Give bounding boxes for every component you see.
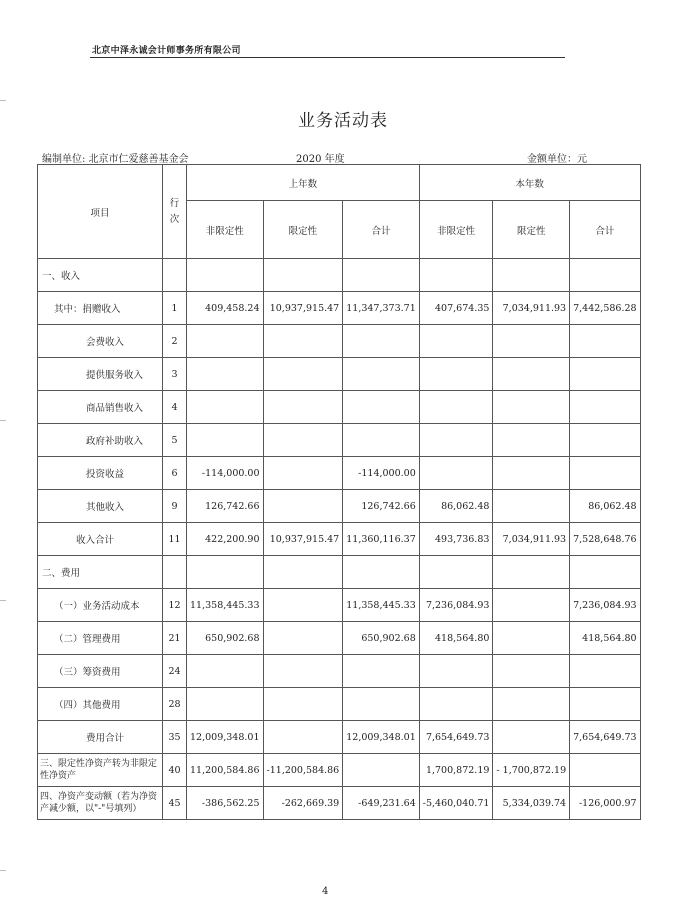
row-line-no: 4	[163, 391, 187, 424]
table-row	[38, 655, 641, 688]
table-row	[38, 556, 641, 589]
cell-curr-total	[570, 358, 640, 391]
cell-prev-unrestricted: 126,742.66	[187, 490, 264, 523]
row-line-no: 3	[163, 358, 187, 391]
cell-curr-total	[570, 391, 640, 424]
cell-curr-unrestricted: 1,700,872.19	[419, 754, 493, 787]
row-item: （三）筹资费用	[38, 655, 163, 688]
row-item: 二、费用	[38, 556, 163, 589]
cell-prev-total	[343, 754, 420, 787]
cell-prev-unrestricted: 422,200.90	[187, 523, 264, 556]
table-row	[38, 721, 641, 754]
cell-prev-unrestricted	[187, 688, 264, 721]
row-item: 商品销售收入	[38, 391, 163, 424]
row-item: 其他收入	[38, 490, 163, 523]
cell-prev-restricted	[263, 589, 343, 622]
cell-curr-unrestricted: 7,236,084.93	[419, 589, 493, 622]
row-item: 收入合计	[38, 523, 163, 556]
scan-edge-mark	[0, 870, 6, 871]
activity-statement-table	[37, 164, 641, 820]
cell-prev-restricted	[263, 457, 343, 490]
cell-curr-restricted	[493, 325, 570, 358]
table-row	[38, 457, 641, 490]
cell-prev-total	[343, 259, 420, 292]
cell-prev-unrestricted: 12,009,348.01	[187, 721, 264, 754]
row-item: 提供服务收入	[38, 358, 163, 391]
table-row	[38, 358, 641, 391]
cell-prev-restricted	[263, 721, 343, 754]
cell-prev-total: -649,231.64	[343, 787, 420, 820]
compiling-unit: 编制单位: 北京市仁爱慈善基金会	[42, 154, 189, 165]
cell-prev-restricted: -11,200,584.86	[263, 754, 343, 787]
row-line-no: 28	[163, 688, 187, 721]
cell-curr-restricted: 7,034,911.93	[493, 292, 570, 325]
cell-curr-total: 7,654,649.73	[570, 721, 640, 754]
cell-curr-unrestricted	[419, 391, 493, 424]
cell-prev-unrestricted	[187, 556, 264, 589]
scan-edge-mark	[0, 600, 6, 601]
cell-prev-unrestricted: 11,200,584.86	[187, 754, 264, 787]
cell-curr-total	[570, 259, 640, 292]
cell-curr-restricted	[493, 391, 570, 424]
cell-prev-total	[343, 556, 420, 589]
row-line-no: 35	[163, 721, 187, 754]
cell-prev-restricted	[263, 622, 343, 655]
header-curr-total: 合计	[570, 201, 640, 259]
cell-curr-restricted	[493, 655, 570, 688]
cell-prev-total	[343, 655, 420, 688]
row-line-no: 45	[163, 787, 187, 820]
cell-prev-restricted: -262,669.39	[263, 787, 343, 820]
cell-curr-unrestricted	[419, 457, 493, 490]
cell-curr-restricted	[493, 556, 570, 589]
cell-prev-total: 11,360,116.37	[343, 523, 420, 556]
page-title: 业务活动表	[298, 111, 388, 131]
row-item: 投资收益	[38, 457, 163, 490]
cell-prev-restricted	[263, 688, 343, 721]
row-line-no: 40	[163, 754, 187, 787]
cell-prev-restricted	[263, 358, 343, 391]
cell-curr-total	[570, 325, 640, 358]
cell-curr-restricted	[493, 259, 570, 292]
header-prev-total: 合计	[343, 201, 420, 259]
cell-prev-restricted	[263, 490, 343, 523]
cell-prev-total: 11,347,373.71	[343, 292, 420, 325]
cell-prev-total	[343, 358, 420, 391]
cell-prev-unrestricted	[187, 325, 264, 358]
cell-curr-unrestricted	[419, 358, 493, 391]
row-item: 政府补助收入	[38, 424, 163, 457]
cell-curr-total	[570, 688, 640, 721]
cell-prev-total	[343, 325, 420, 358]
cell-prev-total: 11,358,445.33	[343, 589, 420, 622]
header-curr-unrestricted: 非限定性	[419, 201, 493, 259]
row-item: （四）其他费用	[38, 688, 163, 721]
header-curr-year: 本年数	[419, 165, 640, 201]
cell-prev-restricted	[263, 655, 343, 688]
cell-curr-total: 7,528,648.76	[570, 523, 640, 556]
table-row	[38, 688, 641, 721]
cell-prev-total: 126,742.66	[343, 490, 420, 523]
row-item: 费用合计	[38, 721, 163, 754]
cell-curr-unrestricted	[419, 259, 493, 292]
cell-curr-total	[570, 457, 640, 490]
cell-curr-restricted	[493, 721, 570, 754]
row-item: （二）管理费用	[38, 622, 163, 655]
table-row	[38, 391, 641, 424]
cell-curr-unrestricted: 407,674.35	[419, 292, 493, 325]
cell-curr-unrestricted: 7,654,649.73	[419, 721, 493, 754]
cell-prev-unrestricted: -114,000.00	[187, 457, 264, 490]
cell-curr-unrestricted	[419, 325, 493, 358]
cell-prev-restricted	[263, 259, 343, 292]
cell-curr-restricted	[493, 457, 570, 490]
cell-prev-unrestricted	[187, 358, 264, 391]
cell-curr-unrestricted: -5,460,040.71	[419, 787, 493, 820]
cell-prev-restricted: 10,937,915.47	[263, 523, 343, 556]
cell-prev-unrestricted: 409,458.24	[187, 292, 264, 325]
cell-prev-restricted	[263, 391, 343, 424]
row-item: 其中：捐赠收入	[38, 292, 163, 325]
row-item: （一）业务活动成本	[38, 589, 163, 622]
cell-prev-unrestricted	[187, 259, 264, 292]
header-item: 项目	[38, 165, 163, 259]
table-row	[38, 523, 641, 556]
cell-curr-unrestricted	[419, 424, 493, 457]
cell-curr-restricted	[493, 622, 570, 655]
cell-curr-total	[570, 424, 640, 457]
header-prev-restricted: 限定性	[263, 201, 343, 259]
table-row	[38, 589, 641, 622]
cell-prev-total	[343, 391, 420, 424]
header-rule	[90, 57, 565, 58]
row-item: 会费收入	[38, 325, 163, 358]
cell-curr-unrestricted: 86,062.48	[419, 490, 493, 523]
row-line-no: 5	[163, 424, 187, 457]
cell-curr-unrestricted: 493,736.83	[419, 523, 493, 556]
cell-curr-restricted	[493, 589, 570, 622]
cell-prev-total: 650,902.68	[343, 622, 420, 655]
cell-curr-total: 7,236,084.93	[570, 589, 640, 622]
row-line-no: 24	[163, 655, 187, 688]
table-row	[38, 424, 641, 457]
row-line-no	[163, 259, 187, 292]
firm-name: 北京中泽永诚会计师事务所有限公司	[92, 46, 241, 56]
report-year: 2020 年度	[296, 154, 345, 165]
cell-prev-total: -114,000.00	[343, 457, 420, 490]
row-line-no: 12	[163, 589, 187, 622]
row-line-no	[163, 556, 187, 589]
cell-curr-total: 7,442,586.28	[570, 292, 640, 325]
cell-prev-total: 12,009,348.01	[343, 721, 420, 754]
table-row	[38, 754, 641, 787]
cell-curr-unrestricted	[419, 556, 493, 589]
cell-prev-restricted: 10,937,915.47	[263, 292, 343, 325]
cell-prev-unrestricted: 11,358,445.33	[187, 589, 264, 622]
header-line-no: 行次	[163, 165, 187, 259]
row-line-no: 6	[163, 457, 187, 490]
table-row	[38, 787, 641, 820]
cell-curr-total	[570, 556, 640, 589]
cell-curr-unrestricted	[419, 688, 493, 721]
header-prev-year: 上年数	[187, 165, 420, 201]
row-line-no: 21	[163, 622, 187, 655]
cell-curr-restricted	[493, 490, 570, 523]
cell-curr-unrestricted: 418,564.80	[419, 622, 493, 655]
cell-curr-restricted: - 1,700,872.19	[493, 754, 570, 787]
table-row	[38, 622, 641, 655]
row-line-no: 1	[163, 292, 187, 325]
cell-prev-unrestricted	[187, 391, 264, 424]
table-row	[38, 325, 641, 358]
cell-prev-unrestricted	[187, 655, 264, 688]
cell-prev-total	[343, 424, 420, 457]
cell-prev-restricted	[263, 556, 343, 589]
header-curr-restricted: 限定性	[493, 201, 570, 259]
row-line-no: 11	[163, 523, 187, 556]
table-row	[38, 259, 641, 292]
page-number: 4	[322, 886, 329, 897]
scan-edge-mark	[0, 420, 6, 421]
cell-curr-restricted: 5,334,039.74	[493, 787, 570, 820]
row-line-no: 9	[163, 490, 187, 523]
cell-curr-total: -126,000.97	[570, 787, 640, 820]
table-row	[38, 292, 641, 325]
cell-prev-unrestricted	[187, 424, 264, 457]
cell-curr-unrestricted	[419, 655, 493, 688]
row-item: 四、净资产变动额（若为净资产减少额，以"-"号填列）	[38, 787, 163, 820]
cell-curr-total	[570, 754, 640, 787]
cell-prev-unrestricted: -386,562.25	[187, 787, 264, 820]
cell-prev-unrestricted: 650,902.68	[187, 622, 264, 655]
cell-curr-restricted: 7,034,911.93	[493, 523, 570, 556]
row-item: 三、限定性净资产转为非限定性净资产	[38, 754, 163, 787]
scan-edge-mark	[0, 100, 6, 101]
row-line-no: 2	[163, 325, 187, 358]
cell-prev-restricted	[263, 325, 343, 358]
cell-curr-total	[570, 655, 640, 688]
amount-unit: 金额单位：元	[527, 154, 587, 165]
cell-curr-total: 418,564.80	[570, 622, 640, 655]
cell-curr-restricted	[493, 688, 570, 721]
cell-curr-total: 86,062.48	[570, 490, 640, 523]
cell-curr-restricted	[493, 358, 570, 391]
header-row-1	[38, 165, 641, 201]
row-item: 一、收入	[38, 259, 163, 292]
header-prev-unrestricted: 非限定性	[187, 201, 264, 259]
cell-prev-restricted	[263, 424, 343, 457]
cell-curr-restricted	[493, 424, 570, 457]
table-row	[38, 490, 641, 523]
cell-prev-total	[343, 688, 420, 721]
